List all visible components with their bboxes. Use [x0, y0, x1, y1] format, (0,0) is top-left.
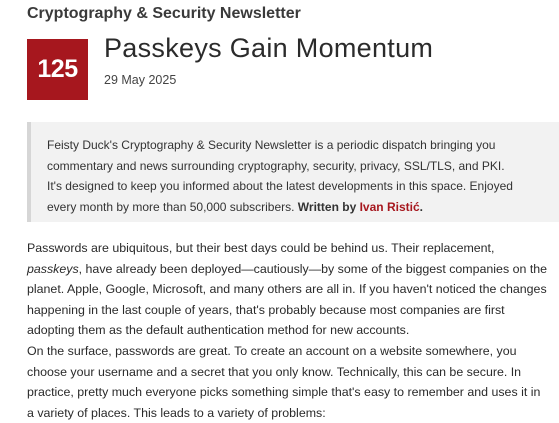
issue-date: 29 May 2025	[104, 73, 176, 87]
intro-line-text: every month by more than 50,000 subscribers.	[47, 200, 298, 214]
passkeys-term: passkeys	[27, 262, 79, 276]
paragraph-line	[27, 259, 559, 280]
paragraph-line: planet. Apple, Google, Microsoft, and many others are all in. If you haven't noticed the changes	[27, 279, 559, 300]
paragraph-line: adopting them as the default authentication method for new accounts.	[27, 320, 559, 341]
paragraph-line-text: , have already been deployed—cautiously—by some of the biggest companies on the	[79, 262, 547, 276]
byline-period: .	[420, 200, 423, 214]
paragraph-line: On the surface, passwords are great. To create an account on a website somewhere, you	[27, 341, 559, 362]
article-paragraph	[27, 341, 559, 423]
issue-number-badge: 125	[27, 39, 88, 100]
intro-line: commentary and news surrounding cryptography, security, privacy, SSL/TLS, and PKI.	[47, 156, 559, 177]
paragraph-line: practice, pretty much everyone picks something simple that's easy to remember and uses it in	[27, 382, 559, 403]
paragraph-line: a variety of places. This leads to a variety of problems:	[27, 403, 559, 423]
written-by-label: Written by	[298, 200, 356, 214]
intro-line: Feisty Duck's Cryptography & Security Newsletter is a periodic dispatch bringing you	[47, 135, 559, 156]
intro-line	[47, 197, 559, 218]
article-paragraph	[27, 238, 559, 341]
paragraph-line: Passwords are ubiquitous, but their best days could be behind us. Their replacement,	[27, 238, 559, 259]
newsletter-name[interactable]: Cryptography & Security Newsletter	[27, 5, 301, 23]
author-link[interactable]: Ivan Ristić	[360, 200, 420, 214]
intro-line: It's designed to keep you informed about the latest developments in this space. Enjoyed	[47, 176, 559, 197]
article-title: Passkeys Gain Momentum	[104, 33, 433, 64]
paragraph-line: choose your username and a secret that you only know. Technically, this can be secure. In	[27, 362, 559, 383]
paragraph-line: happening in the last couple of years, that's probably because most companies are first	[27, 300, 559, 321]
newsletter-intro-box	[27, 122, 559, 222]
